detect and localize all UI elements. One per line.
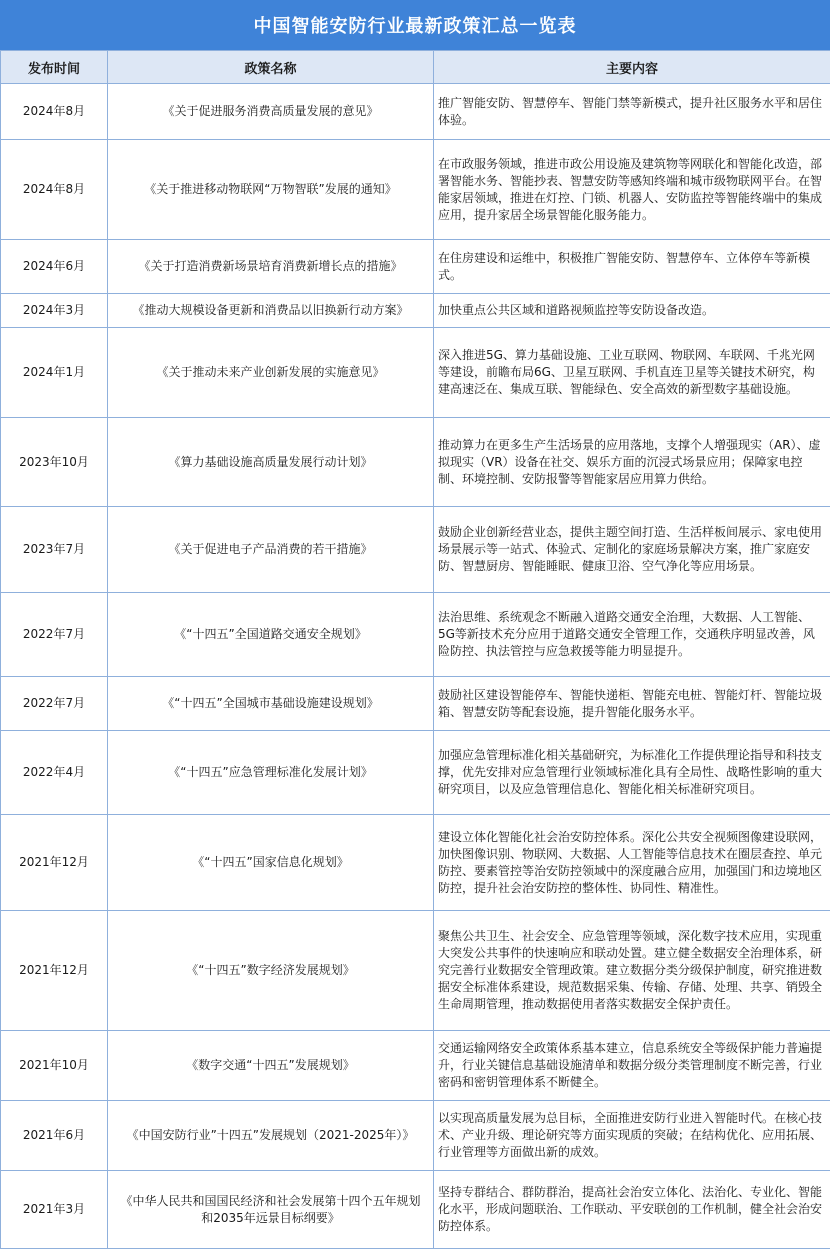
table-row — [1, 328, 830, 418]
row-content: 法治思维、系统观念不断融入道路交通安全治理，大数据、人工智能、5G等新技术充分应用于道路交通安全管理工作，交通秩序明显改善，风险防控、执法管控与应急救援等能力明显提升。 — [434, 593, 830, 677]
row-content: 鼓励企业创新经营业态，提供主题空间打造、生活样板间展示、家电使用场景展示等一站式、体验式、定制化的家庭场景解决方案，推广家庭安防、智慧厨房、智能睡眠、健康卫浴、空气净化等应用场景。 — [434, 507, 830, 593]
row-policy-name: 《“十四五”全国城市基础设施建设规划》 — [108, 677, 434, 731]
table-row — [1, 911, 830, 1031]
row-date: 2024年1月 — [1, 328, 108, 418]
row-policy-name: 《“十四五”国家信息化规划》 — [108, 815, 434, 911]
table-row — [1, 418, 830, 507]
row-date: 2023年10月 — [1, 418, 108, 507]
table-row — [1, 677, 830, 731]
table-row — [1, 1171, 830, 1249]
row-date: 2021年10月 — [1, 1031, 108, 1101]
column-header-name: 政策名称 — [108, 51, 434, 84]
row-content: 聚焦公共卫生、社会安全、应急管理等领域，深化数字技术应用，实现重大突发公共事件的快速响应和联动处置。建立健全数据安全治理体系，研究完善行业数据安全管理政策。建立数据分类分级保护制度，研究推进数据安全标准体系建设，规范数据采集、传输、存储、处理、共享、销毁全生命周期管理，推动数据使用者落实数据安全保护责任。 — [434, 911, 830, 1031]
row-date: 2021年12月 — [1, 911, 108, 1031]
column-header-date: 发布时间 — [1, 51, 108, 84]
row-policy-name: 《“十四五”数字经济发展规划》 — [108, 911, 434, 1031]
row-date: 2022年4月 — [1, 731, 108, 815]
header-row — [1, 51, 830, 84]
row-content: 深入推进5G、算力基础设施、工业互联网、物联网、车联网、千兆光网等建设，前瞻布局6G、卫星互联网、手机直连卫星等关键技术研究，构建高速泛在、集成互联、智能绿色、安全高效的新型数字基础设施。 — [434, 328, 830, 418]
row-policy-name: 《推动大规模设备更新和消费品以旧换新行动方案》 — [108, 294, 434, 328]
row-policy-name: 《中国安防行业”十四五”发展规划（2021-2025年）》 — [108, 1101, 434, 1171]
table-row — [1, 507, 830, 593]
policy-table — [0, 50, 830, 1249]
table-row — [1, 140, 830, 240]
row-date: 2024年3月 — [1, 294, 108, 328]
row-content: 交通运输网络安全政策体系基本建立，信息系统安全等级保护能力普遍提升，行业关键信息基础设施清单和数据分级分类管理制度不断完善，行业密码和密钥管理体系不断健全。 — [434, 1031, 830, 1101]
table-row — [1, 84, 830, 140]
row-content: 推广智能安防、智慧停车、智能门禁等新模式，提升社区服务水平和居住体验。 — [434, 84, 830, 140]
table-row — [1, 815, 830, 911]
table-row — [1, 294, 830, 328]
row-content: 推动算力在更多生产生活场景的应用落地，支撑个人增强现实（AR）、虚拟现实（VR）设备在社交、娱乐方面的沉浸式场景应用；保障家电控制、环境控制、安防报警等智能家居应用算力供给。 — [434, 418, 830, 507]
row-policy-name: 《中华人民共和国国民经济和社会发展第十四个五年规划和2035年远景目标纲要》 — [108, 1171, 434, 1249]
row-content: 在住房建设和运维中，积极推广智能安防、智慧停车、立体停车等新模式。 — [434, 240, 830, 294]
table-row — [1, 1031, 830, 1101]
row-content: 在市政服务领域，推进市政公用设施及建筑物等网联化和智能化改造，部署智能水务、智能抄表、智慧安防等感知终端和城市级物联网平台。在智能家居领域，推进在灯控、门锁、机器人、安防监控等智能终端中的集成应用，提升家居全场景智能化服务能力。 — [434, 140, 830, 240]
row-policy-name: 《数字交通“十四五”发展规划》 — [108, 1031, 434, 1101]
table-row — [1, 240, 830, 294]
row-date: 2022年7月 — [1, 677, 108, 731]
row-policy-name: 《关于促进服务消费高质量发展的意见》 — [108, 84, 434, 140]
column-header-content: 主要内容 — [434, 51, 830, 84]
row-policy-name: 《关于促进电子产品消费的若干措施》 — [108, 507, 434, 593]
row-date: 2023年7月 — [1, 507, 108, 593]
row-date: 2022年7月 — [1, 593, 108, 677]
row-content: 加快重点公共区域和道路视频监控等安防设备改造。 — [434, 294, 830, 328]
row-date: 2024年8月 — [1, 84, 108, 140]
table-row — [1, 593, 830, 677]
row-policy-name: 《算力基础设施高质量发展行动计划》 — [108, 418, 434, 507]
row-date: 2021年3月 — [1, 1171, 108, 1249]
row-date: 2021年12月 — [1, 815, 108, 911]
row-date: 2021年6月 — [1, 1101, 108, 1171]
row-content: 以实现高质量发展为总目标，全面推进安防行业进入智能时代。在核心技术、产业升级、理论研究等方面实现质的突破；在结构优化、应用拓展、行业管理等方面做出新的成效。 — [434, 1101, 830, 1171]
row-date: 2024年6月 — [1, 240, 108, 294]
row-policy-name: 《关于推动未来产业创新发展的实施意见》 — [108, 328, 434, 418]
row-date: 2024年8月 — [1, 140, 108, 240]
row-policy-name: 《“十四五”应急管理标准化发展计划》 — [108, 731, 434, 815]
row-content: 坚持专群结合、群防群治，提高社会治安立体化、法治化、专业化、智能化水平，形成问题联治、工作联动、平安联创的工作机制，健全社会治安防控体系。 — [434, 1171, 830, 1249]
table-row — [1, 731, 830, 815]
row-content: 建设立体化智能化社会治安防控体系。深化公共安全视频图像建设联网，加快图像识别、物联网、大数据、人工智能等信息技术在圈层查控、单元防控、要素管控等治安防控领域中的深度融合应用，加强国门和边境地区防控，提升社会治安防控的整体性、协同性、精准性。 — [434, 815, 830, 911]
row-content: 加强应急管理标准化相关基础研究，为标准化工作提供理论指导和科技支撑，优先安排对应急管理行业领域标准化具有全局性、战略性影响的重大研究项目，以及应急管理信息化、智能化相关标准研究项目。 — [434, 731, 830, 815]
row-policy-name: 《关于打造消费新场景培育消费新增长点的措施》 — [108, 240, 434, 294]
row-policy-name: 《关于推进移动物联网“万物智联”发展的通知》 — [108, 140, 434, 240]
table-title: 中国智能安防行业最新政策汇总一览表 — [0, 0, 830, 50]
table-row — [1, 1101, 830, 1171]
row-policy-name: 《“十四五”全国道路交通安全规划》 — [108, 593, 434, 677]
row-content: 鼓励社区建设智能停车、智能快递柜、智能充电桩、智能灯杆、智能垃圾箱、智慧安防等配套设施，提升智能化服务水平。 — [434, 677, 830, 731]
